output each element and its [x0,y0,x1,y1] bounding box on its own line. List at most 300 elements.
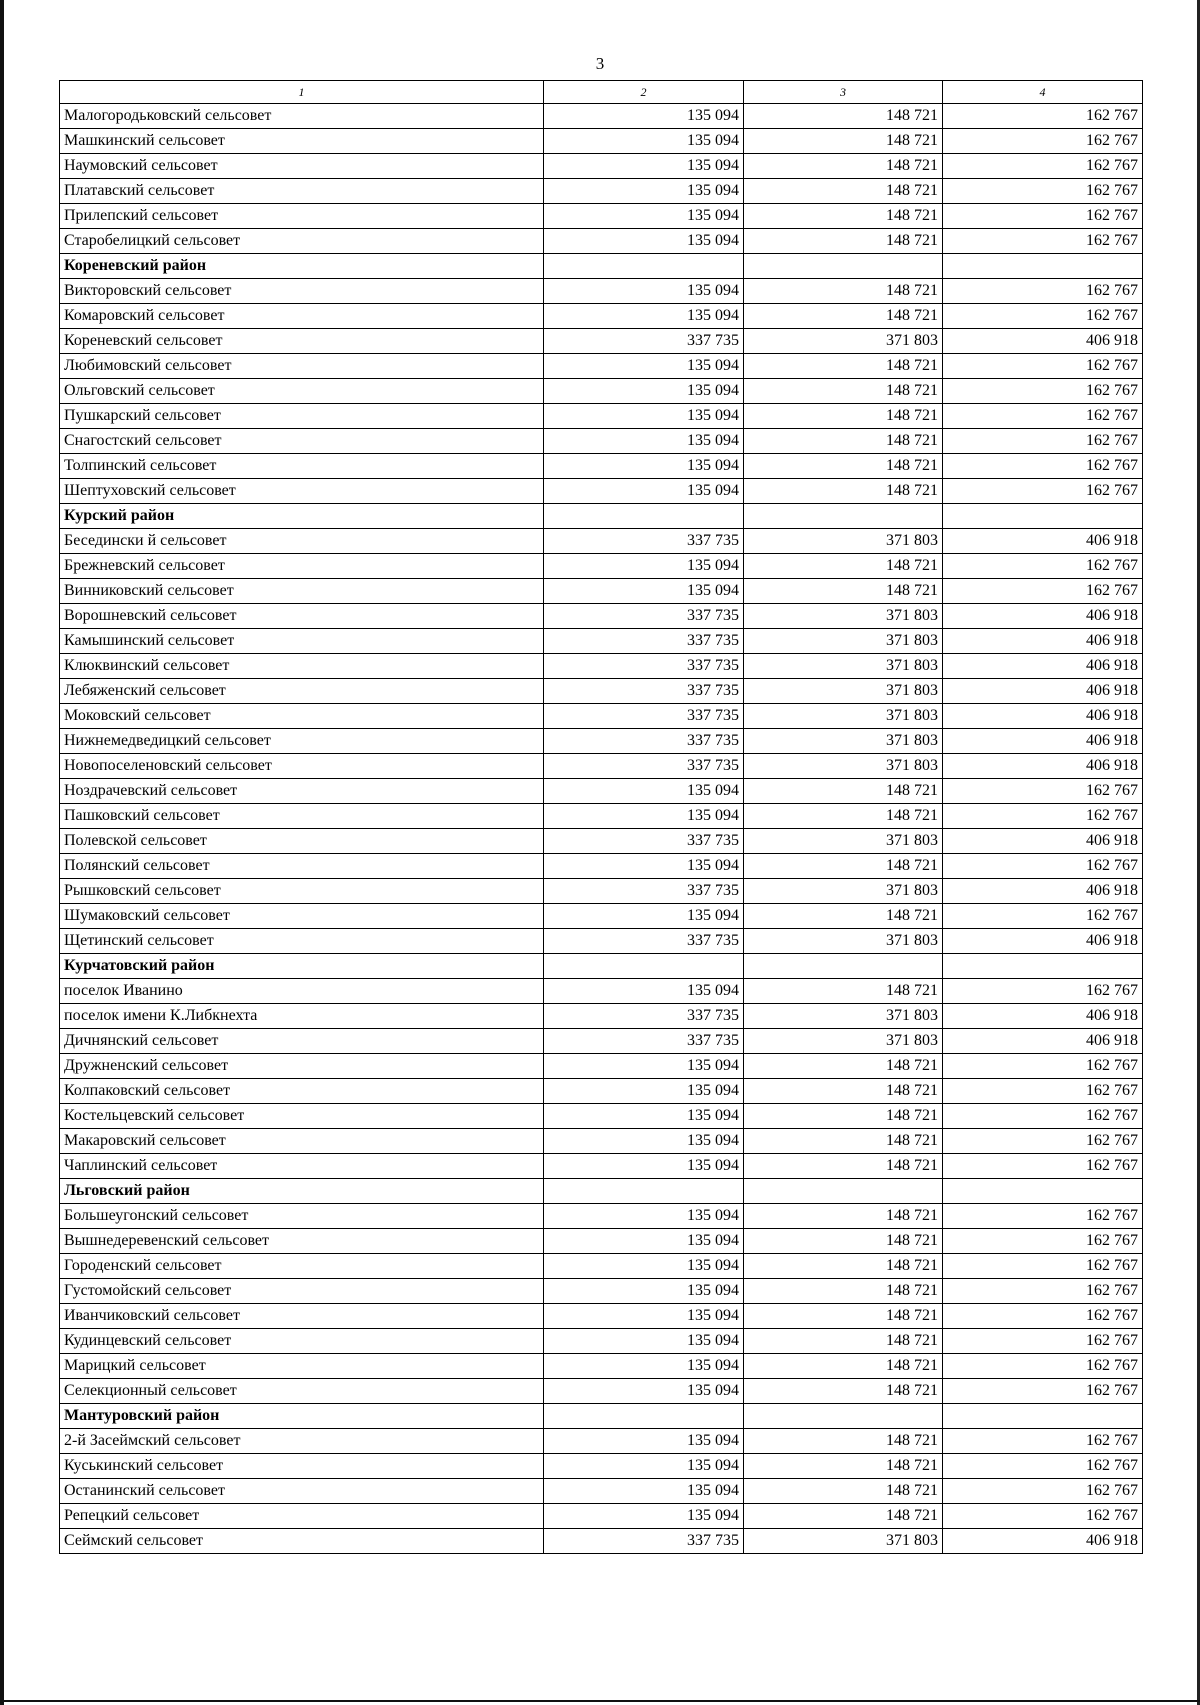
table-row [60,354,1143,379]
value-cell-col2: 337 735 [544,1004,744,1029]
value-cell-col2: 135 094 [544,579,744,604]
value-cell-col2: 135 094 [544,1504,744,1529]
row-name-cell: Пашковский сельсовет [60,804,544,829]
row-name-cell: Лебяженский сельсовет [60,679,544,704]
value-cell-col3: 371 803 [744,654,943,679]
table-row [60,1304,1143,1329]
row-name-cell: Кудинцевский сельсовет [60,1329,544,1354]
table-row [60,1329,1143,1354]
value-cell-col2: 135 094 [544,179,744,204]
district-heading-row [60,1179,1143,1204]
value-cell-col2: 135 094 [544,1479,744,1504]
value-cell-col2: 337 735 [544,879,744,904]
value-cell-col4: 162 767 [943,1054,1143,1079]
value-cell-col4 [943,254,1143,279]
table-header-row [60,81,1143,104]
row-name-cell: Мантуровский район [60,1404,544,1429]
row-name-cell: Большеугонский сельсовет [60,1204,544,1229]
row-name-cell: поселок Иванино [60,979,544,1004]
table-row [60,1529,1143,1554]
district-heading-row [60,504,1143,529]
table-row [60,754,1143,779]
table-row [60,1079,1143,1104]
value-cell-col3: 371 803 [744,529,943,554]
value-cell-col3: 148 721 [744,179,943,204]
value-cell-col3: 148 721 [744,354,943,379]
value-cell-col4: 406 918 [943,704,1143,729]
value-cell-col2: 337 735 [544,754,744,779]
value-cell-col3: 148 721 [744,1204,943,1229]
district-heading-row [60,254,1143,279]
value-cell-col4: 162 767 [943,1429,1143,1454]
row-name-cell: Марицкий сельсовет [60,1354,544,1379]
value-cell-col2: 337 735 [544,654,744,679]
value-cell-col2: 337 735 [544,629,744,654]
value-cell-col3 [744,1179,943,1204]
value-cell-col2: 135 094 [544,1329,744,1354]
table-row [60,479,1143,504]
value-cell-col4: 162 767 [943,229,1143,254]
row-name-cell: Макаровский сельсовет [60,1129,544,1154]
value-cell-col3: 148 721 [744,979,943,1004]
table-row [60,1379,1143,1404]
value-cell-col3: 148 721 [744,104,943,129]
row-name-cell: Костельцевский сельсовет [60,1104,544,1129]
row-name-cell: Комаровский сельсовет [60,304,544,329]
value-cell-col3: 148 721 [744,1329,943,1354]
value-cell-col4 [943,504,1143,529]
table-row [60,904,1143,929]
value-cell-col2: 135 094 [544,229,744,254]
value-cell-col3: 148 721 [744,1129,943,1154]
table-row [60,454,1143,479]
table-row [60,1054,1143,1079]
row-name-cell: Щетинский сельсовет [60,929,544,954]
row-name-cell: Наумовский сельсовет [60,154,544,179]
value-cell-col4: 162 767 [943,379,1143,404]
value-cell-col2: 135 094 [544,1129,744,1154]
value-cell-col3: 371 803 [744,754,943,779]
value-cell-col2: 135 094 [544,454,744,479]
value-cell-col3: 148 721 [744,804,943,829]
value-cell-col4: 162 767 [943,304,1143,329]
column-header: 4 [943,81,1143,104]
row-name-cell: Рышковский сельсовет [60,879,544,904]
table-row [60,1279,1143,1304]
table-row [60,879,1143,904]
value-cell-col4 [943,1404,1143,1429]
row-name-cell: Нижнемедведицкий сельсовет [60,729,544,754]
row-name-cell: Кореневский сельсовет [60,329,544,354]
value-cell-col3: 148 721 [744,1079,943,1104]
value-cell-col3: 371 803 [744,729,943,754]
value-cell-col2: 135 094 [544,104,744,129]
row-name-cell: Ноздрачевский сельсовет [60,779,544,804]
value-cell-col2: 135 094 [544,404,744,429]
value-cell-col2: 135 094 [544,1204,744,1229]
value-cell-col2: 135 094 [544,1079,744,1104]
value-cell-col3: 371 803 [744,879,943,904]
row-name-cell: Новопоселеновский сельсовет [60,754,544,779]
value-cell-col4: 162 767 [943,1254,1143,1279]
row-name-cell: Толпинский сельсовет [60,454,544,479]
value-cell-col3: 148 721 [744,279,943,304]
value-cell-col4: 162 767 [943,1479,1143,1504]
value-cell-col2: 337 735 [544,1029,744,1054]
district-heading-row [60,954,1143,979]
value-cell-col3: 148 721 [744,229,943,254]
value-cell-col4: 162 767 [943,1079,1143,1104]
value-cell-col4: 406 918 [943,754,1143,779]
value-cell-col2: 337 735 [544,329,744,354]
value-cell-col2: 337 735 [544,929,744,954]
value-cell-col4: 162 767 [943,179,1143,204]
value-cell-col3: 148 721 [744,304,943,329]
value-cell-col4: 162 767 [943,1229,1143,1254]
value-cell-col3 [744,254,943,279]
value-cell-col4: 162 767 [943,1379,1143,1404]
table-row [60,379,1143,404]
row-name-cell: Курчатовский район [60,954,544,979]
value-cell-col2: 135 094 [544,1279,744,1304]
value-cell-col3: 148 721 [744,1429,943,1454]
row-name-cell: Камышинский сельсовет [60,629,544,654]
value-cell-col4: 406 918 [943,529,1143,554]
row-name-cell: Дичнянский сельсовет [60,1029,544,1054]
value-cell-col4: 406 918 [943,329,1143,354]
value-cell-col4: 162 767 [943,1454,1143,1479]
value-cell-col2: 135 094 [544,479,744,504]
value-cell-col2: 135 094 [544,854,744,879]
row-name-cell: Машкинский сельсовет [60,129,544,154]
value-cell-col4: 162 767 [943,804,1143,829]
value-cell-col2: 135 094 [544,1154,744,1179]
row-name-cell: Селекционный сельсовет [60,1379,544,1404]
row-name-cell: Колпаковский сельсовет [60,1079,544,1104]
value-cell-col3: 148 721 [744,1104,943,1129]
value-cell-col3: 371 803 [744,329,943,354]
value-cell-col3: 148 721 [744,379,943,404]
table-row [60,1429,1143,1454]
table-row [60,1029,1143,1054]
row-name-cell: Шумаковский сельсовет [60,904,544,929]
value-cell-col4: 162 767 [943,1204,1143,1229]
value-cell-col2: 135 094 [544,779,744,804]
value-cell-col2: 135 094 [544,154,744,179]
value-cell-col4: 406 918 [943,1529,1143,1554]
value-cell-col4: 162 767 [943,554,1143,579]
value-cell-col2: 337 735 [544,604,744,629]
table-row [60,704,1143,729]
value-cell-col3: 371 803 [744,604,943,629]
row-name-cell: Пушкарский сельсовет [60,404,544,429]
table-row [60,229,1143,254]
column-header: 3 [744,81,943,104]
value-cell-col4: 162 767 [943,104,1143,129]
row-name-cell: Густомойский сельсовет [60,1279,544,1304]
value-cell-col3: 148 721 [744,1154,943,1179]
value-cell-col2: 337 735 [544,1529,744,1554]
value-cell-col3: 148 721 [744,1454,943,1479]
value-cell-col3: 148 721 [744,854,943,879]
row-name-cell: Кореневский район [60,254,544,279]
value-cell-col4: 406 918 [943,1004,1143,1029]
value-cell-col2 [544,254,744,279]
value-cell-col4: 162 767 [943,204,1143,229]
row-name-cell: Ворошневский сельсовет [60,604,544,629]
table-row [60,654,1143,679]
value-cell-col3: 371 803 [744,829,943,854]
data-table [59,80,1143,1554]
table-row [60,1154,1143,1179]
value-cell-col4: 162 767 [943,579,1143,604]
row-name-cell: Репецкий сельсовет [60,1504,544,1529]
value-cell-col4: 162 767 [943,279,1143,304]
value-cell-col4: 162 767 [943,479,1143,504]
table-row [60,129,1143,154]
row-name-cell: Шептуховский сельсовет [60,479,544,504]
value-cell-col4: 406 918 [943,604,1143,629]
table-row [60,154,1143,179]
value-cell-col2: 135 094 [544,354,744,379]
value-cell-col3: 148 721 [744,404,943,429]
value-cell-col2 [544,504,744,529]
table-row [60,679,1143,704]
value-cell-col3: 371 803 [744,629,943,654]
value-cell-col4: 162 767 [943,404,1143,429]
value-cell-col3: 148 721 [744,779,943,804]
table-row [60,1504,1143,1529]
row-name-cell: Чаплинский сельсовет [60,1154,544,1179]
value-cell-col3: 371 803 [744,1529,943,1554]
table-row [60,629,1143,654]
value-cell-col2: 135 094 [544,279,744,304]
value-cell-col3: 148 721 [744,1504,943,1529]
value-cell-col2: 135 094 [544,1454,744,1479]
value-cell-col4: 162 767 [943,1304,1143,1329]
row-name-cell: Винниковский сельсовет [60,579,544,604]
value-cell-col3: 148 721 [744,1354,943,1379]
value-cell-col2: 135 094 [544,1379,744,1404]
row-name-cell: Беседински й сельсовет [60,529,544,554]
value-cell-col4: 406 918 [943,679,1143,704]
table-row [60,104,1143,129]
table-row [60,529,1143,554]
value-cell-col4: 162 767 [943,779,1143,804]
row-name-cell: Моковский сельсовет [60,704,544,729]
value-cell-col4: 162 767 [943,1354,1143,1379]
row-name-cell: Малогородьковский сельсовет [60,104,544,129]
row-name-cell: Дружненский сельсовет [60,1054,544,1079]
value-cell-col4: 406 918 [943,929,1143,954]
row-name-cell: Льговский район [60,1179,544,1204]
value-cell-col4: 406 918 [943,879,1143,904]
row-name-cell: Вышнедеревенский сельсовет [60,1229,544,1254]
value-cell-col3: 148 721 [744,904,943,929]
value-cell-col4: 406 918 [943,654,1143,679]
row-name-cell: Платавский сельсовет [60,179,544,204]
value-cell-col2: 135 094 [544,429,744,454]
value-cell-col2 [544,954,744,979]
value-cell-col2: 337 735 [544,729,744,754]
table-row [60,429,1143,454]
table-row [60,554,1143,579]
value-cell-col2: 135 094 [544,204,744,229]
value-cell-col2: 135 094 [544,129,744,154]
value-cell-col3: 371 803 [744,1029,943,1054]
value-cell-col3: 148 721 [744,1379,943,1404]
value-cell-col3: 148 721 [744,1229,943,1254]
value-cell-col4: 162 767 [943,129,1143,154]
row-name-cell: Полевской сельсовет [60,829,544,854]
table-row [60,1204,1143,1229]
value-cell-col3: 148 721 [744,429,943,454]
row-name-cell: Курский район [60,504,544,529]
table-row [60,1229,1143,1254]
value-cell-col4: 162 767 [943,979,1143,1004]
district-heading-row [60,1404,1143,1429]
table-row [60,929,1143,954]
table-row [60,1454,1143,1479]
table-row [60,729,1143,754]
table-row [60,1254,1143,1279]
table-row [60,404,1143,429]
value-cell-col3: 371 803 [744,1004,943,1029]
table-row [60,804,1143,829]
value-cell-col4 [943,1179,1143,1204]
value-cell-col2: 135 094 [544,1054,744,1079]
value-cell-col3: 148 721 [744,1279,943,1304]
value-cell-col4: 162 767 [943,904,1143,929]
value-cell-col2: 135 094 [544,1354,744,1379]
value-cell-col3: 148 721 [744,204,943,229]
value-cell-col4: 162 767 [943,854,1143,879]
value-cell-col2: 135 094 [544,1304,744,1329]
row-name-cell: Викторовский сельсовет [60,279,544,304]
value-cell-col3: 148 721 [744,1479,943,1504]
row-name-cell: Брежневский сельсовет [60,554,544,579]
value-cell-col4: 162 767 [943,1104,1143,1129]
value-cell-col2: 135 094 [544,904,744,929]
row-name-cell: Любимовский сельсовет [60,354,544,379]
value-cell-col3: 148 721 [744,154,943,179]
value-cell-col3: 371 803 [744,929,943,954]
table-row [60,1354,1143,1379]
table-row [60,279,1143,304]
value-cell-col4: 162 767 [943,1504,1143,1529]
value-cell-col3 [744,954,943,979]
page-left-edge [0,0,4,1705]
table-row [60,1479,1143,1504]
value-cell-col4: 162 767 [943,1129,1143,1154]
value-cell-col3: 371 803 [744,679,943,704]
value-cell-col3 [744,1404,943,1429]
table-row [60,854,1143,879]
row-name-cell: Полянский сельсовет [60,854,544,879]
value-cell-col2: 135 094 [544,1254,744,1279]
value-cell-col2: 135 094 [544,554,744,579]
value-cell-col3: 148 721 [744,554,943,579]
value-cell-col3: 148 721 [744,579,943,604]
column-header: 2 [544,81,744,104]
value-cell-col4: 406 918 [943,729,1143,754]
row-name-cell: Сеймский сельсовет [60,1529,544,1554]
table-row [60,1129,1143,1154]
table-row [60,179,1143,204]
table-row [60,829,1143,854]
value-cell-col4: 162 767 [943,1154,1143,1179]
row-name-cell: 2-й Засеймский сельсовет [60,1429,544,1454]
table-row [60,579,1143,604]
column-header: 1 [60,81,544,104]
row-name-cell: Ольговский сельсовет [60,379,544,404]
row-name-cell: Прилепский сельсовет [60,204,544,229]
value-cell-col4: 162 767 [943,154,1143,179]
value-cell-col4: 162 767 [943,1329,1143,1354]
value-cell-col3: 148 721 [744,454,943,479]
row-name-cell: Клюквинский сельсовет [60,654,544,679]
table-row [60,604,1143,629]
table-row [60,979,1143,1004]
value-cell-col4: 406 918 [943,629,1143,654]
value-cell-col4 [943,954,1143,979]
row-name-cell: Иванчиковский сельсовет [60,1304,544,1329]
value-cell-col2: 337 735 [544,529,744,554]
value-cell-col2 [544,1404,744,1429]
value-cell-col3: 148 721 [744,1054,943,1079]
value-cell-col4: 162 767 [943,429,1143,454]
value-cell-col2: 337 735 [544,679,744,704]
value-cell-col3: 148 721 [744,479,943,504]
table-body [60,104,1143,1554]
value-cell-col2: 135 094 [544,804,744,829]
value-cell-col2: 135 094 [544,1229,744,1254]
row-name-cell: Останинский сельсовет [60,1479,544,1504]
value-cell-col4: 406 918 [943,1029,1143,1054]
row-name-cell: поселок имени К.Либкнехта [60,1004,544,1029]
value-cell-col2 [544,1179,744,1204]
value-cell-col3: 148 721 [744,129,943,154]
value-cell-col4: 162 767 [943,354,1143,379]
value-cell-col2: 337 735 [544,829,744,854]
value-cell-col2: 337 735 [544,704,744,729]
value-cell-col2: 135 094 [544,1429,744,1454]
table-row [60,1104,1143,1129]
value-cell-col2: 135 094 [544,379,744,404]
value-cell-col4: 406 918 [943,829,1143,854]
value-cell-col2: 135 094 [544,979,744,1004]
table-row [60,329,1143,354]
row-name-cell: Снагостский сельсовет [60,429,544,454]
value-cell-col4: 162 767 [943,1279,1143,1304]
table-row [60,204,1143,229]
value-cell-col4: 162 767 [943,454,1143,479]
page-bottom-edge [0,1700,1200,1702]
table-row [60,1004,1143,1029]
value-cell-col3: 148 721 [744,1304,943,1329]
value-cell-col2: 135 094 [544,304,744,329]
page-number: 3 [595,54,605,73]
row-name-cell: Старобелицкий сельсовет [60,229,544,254]
row-name-cell: Куськинский сельсовет [60,1454,544,1479]
value-cell-col3: 148 721 [744,1254,943,1279]
value-cell-col3: 371 803 [744,704,943,729]
table-row [60,304,1143,329]
value-cell-col2: 135 094 [544,1104,744,1129]
table-row [60,779,1143,804]
value-cell-col3 [744,504,943,529]
row-name-cell: Городенский сельсовет [60,1254,544,1279]
